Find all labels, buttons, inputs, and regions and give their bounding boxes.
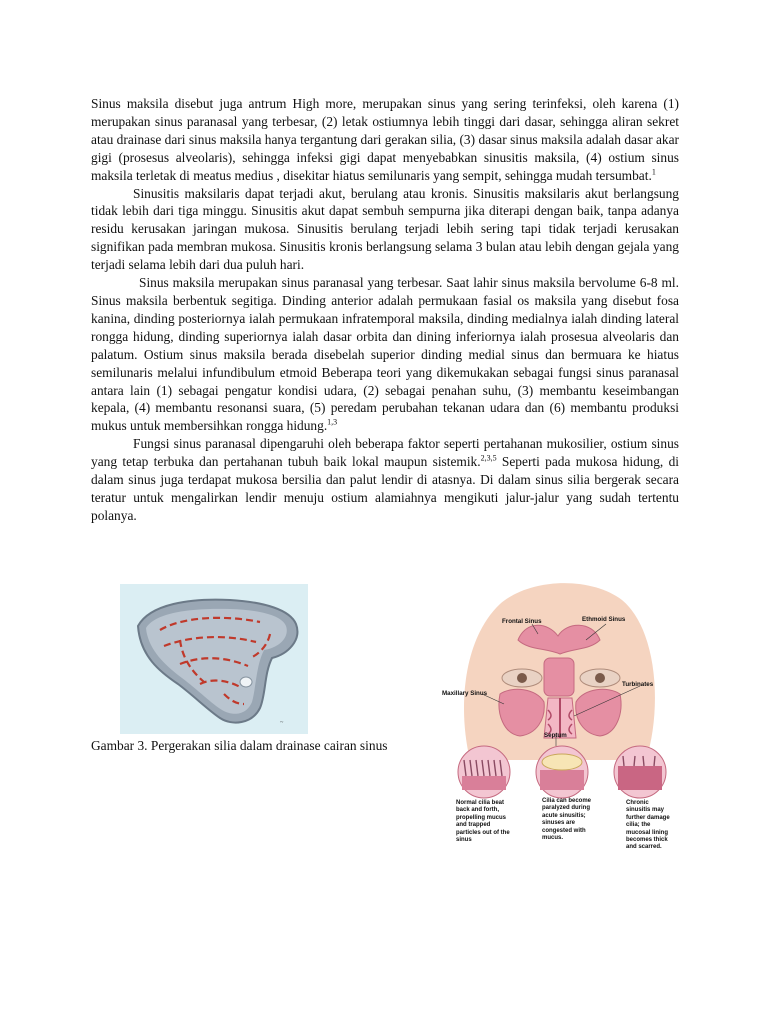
note-chronic-sinusitis: Chronic sinusitis may further damage cilia; the mucosal lining becomes thick and scarred. — [626, 800, 670, 851]
cilia-normal-diagram — [458, 746, 510, 798]
label-septum: Septum — [544, 732, 567, 739]
cilia-drainage-illustration — [120, 584, 308, 734]
paragraph-3 — [91, 274, 679, 435]
label-frontal-sinus: Frontal Sinus — [502, 618, 542, 625]
note-acute-sinusitis: Cilia can become paralyzed during acute sinusitis; sinuses are congested with mucus. — [542, 798, 592, 842]
label-maxillary-sinus: Maxillary Sinus — [442, 690, 488, 697]
ethmoid-sinus — [544, 658, 574, 696]
body-text — [91, 95, 679, 525]
paragraph-1-text: Sinus maksila disebut juga antrum High more, merupakan sinus yang sering terinfeksi, oleh karena (1) merupakan sinus paranasal yang terbesar, (2) letak ostiumnya lebih tinggi dari dasar, sehingga aliran sekret atau drainase dari sinus maksila hanya tergantung dari gerakan silia, (3) dasar sinus maksila adalah dasar akar gigi (prosesus alveolaris), sehingga infeksi gigi dapat menyebabkan sinusitis maksila, (4) ostium sinus maksila terletak di meatus medius , disekitar hiatus semilunaris yang sempit, sehingga mudah tersumbat. — [91, 96, 679, 183]
paragraph-1 — [91, 95, 679, 185]
cilia-chronic-diagram — [614, 746, 666, 798]
right-iris — [595, 673, 605, 683]
paragraph-2-text: Sinusitis maksilaris dapat terjadi akut, berulang atau kronis. Sinusitis maksilaris akut berlangsung tidak lebih dari tiga minggu. Sinusitis akut dapat sembuh sempurna jika diterapi dengan baik, tanpa adanya residu kerusakan jaringan mukosa. Sinusitis berulang terjadi lebih sering tapi tidak terjadi kerusakan signifikan pada membran mukosa. Sinusitis kronis berlangsung selama 3 bulan atau lebih dengan gejala yang terjadi selama lebih dari dua puluh hari. — [91, 185, 679, 273]
label-turbinates: Turbinates — [622, 681, 654, 688]
paragraph-4 — [91, 435, 679, 525]
paragraph-4-text-b: Seperti pada mukosa hidung, di dalam sinus juga terdapat mukosa bersilia dan palut lendir di atasnya. Di dalam sinus silia bergerak secara teratur untuk mengalirkan lendir menuju ostium alamiahnya mengikuti jalur-jalur yang sudah tertentu polanya. — [91, 454, 680, 523]
svg-text:~: ~ — [280, 720, 284, 726]
cilia-acute-diagram — [536, 746, 588, 798]
paragraph-4-text-a: Fungsi sinus paranasal dipengaruhi oleh beberapa faktor seperti pertahanan mukosilier, ostium sinus yang tetap terbuka dan pertahanan tubuh baik lokal maupun sistemik. — [91, 436, 679, 470]
cilia-drainage-figure — [120, 584, 308, 734]
citation: 1 — [651, 167, 656, 177]
citation: 2,3,5 — [480, 453, 497, 463]
label-ethmoid-sinus: Ethmoid Sinus — [582, 616, 626, 623]
note-normal-cilia: Normal cilia beat back and forth, propelling mucus and trapped particles out of the sinus — [456, 800, 510, 844]
left-iris — [517, 673, 527, 683]
paragraph-3-text: Sinus maksila merupakan sinus paranasal yang terbesar. Saat lahir sinus maksila bervolume 6-8 ml. Sinus maksila berbentuk segitiga. Dinding anterior adalah permukaan fasial os maksila yang disebut fosa kanina, dinding posteriornya ialah permukaan infratemporal maksila, dinding medialnya ialah dinding lateral rongga hidung, dinding superiornya ialah dasar orbita dan dining inferiornya ialah prosesua alveolaris dan palatum. Ostium sinus maksila berada disebelah superior dinding medial sinus dan bermuara ke hiatus semilunaris melalui infundibulum etmoid Beberapa teori yang dikemukakan sebagai fungsi sinus paranasal antara lain (1) sebagai pengatur kondisi udara, (2) sebagai penahan suhu, (3) membantu keseimbangan kepala, (4) membantu resonansi suara, (5) peredam perubahan tekanan udara dan (6) membantu produksi mukus untuk membersihkan rongga hidung. — [91, 275, 679, 434]
figure-caption: Gambar 3. Pergerakan silia dalam drainase cairan sinus — [91, 738, 388, 753]
paragraph-2 — [91, 185, 679, 275]
ostium — [240, 677, 252, 687]
citation: 1,3 — [327, 417, 338, 427]
sinus-anatomy-figure — [440, 570, 676, 860]
